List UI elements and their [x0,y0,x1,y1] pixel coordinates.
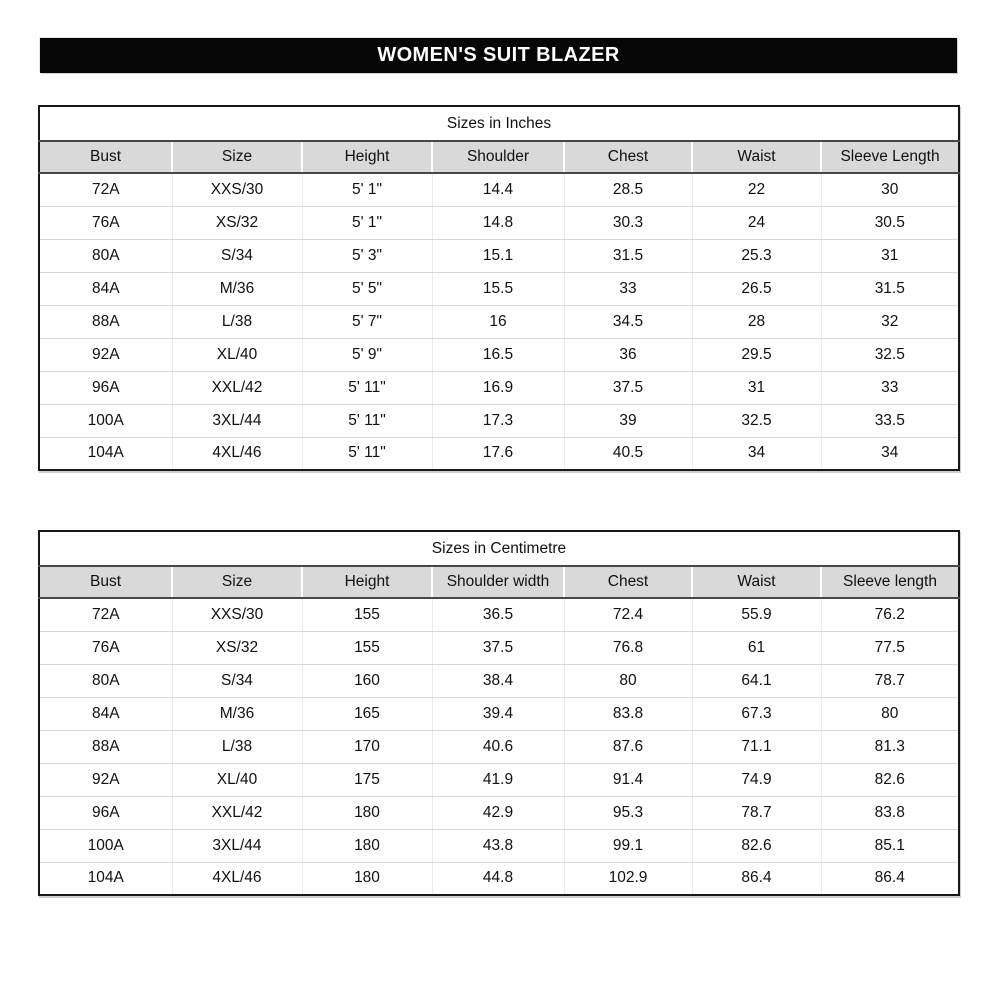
table-cell: 67.3 [692,697,821,730]
table-cell: 32.5 [821,338,959,371]
table-cell: 86.4 [821,862,959,895]
table-cell: 92A [39,338,172,371]
table-cell: 82.6 [692,829,821,862]
table-cell: 80 [564,664,692,697]
table-cell: 30.3 [564,206,692,239]
table-cell: 175 [302,763,432,796]
table-cell: 76.8 [564,631,692,664]
table-cell: 104A [39,862,172,895]
column-header: Size [172,566,302,598]
table-cell: 38.4 [432,664,564,697]
table-cell: 5' 7" [302,305,432,338]
table-cell: 87.6 [564,730,692,763]
table-cell: XL/40 [172,338,302,371]
table-cell: XS/32 [172,631,302,664]
table-cell: 25.3 [692,239,821,272]
table-cell: 30.5 [821,206,959,239]
inches-table [38,105,960,471]
table-row [39,272,959,305]
table-row [39,697,959,730]
table-cell: 41.9 [432,763,564,796]
table-cell: 4XL/46 [172,862,302,895]
column-header: Waist [692,141,821,173]
table-cell: 3XL/44 [172,404,302,437]
table-cell: 14.8 [432,206,564,239]
table-cell: 92A [39,763,172,796]
table-cell: 99.1 [564,829,692,862]
table-cell: 82.6 [821,763,959,796]
table-row [39,796,959,829]
table-row [39,206,959,239]
column-header: Chest [564,566,692,598]
table-cell: 5' 3" [302,239,432,272]
table-cell: 78.7 [821,664,959,697]
table-cell: 64.1 [692,664,821,697]
table-cell: 5' 9" [302,338,432,371]
table-cell: 61 [692,631,821,664]
table-cell: 88A [39,305,172,338]
table-cell: 33 [821,371,959,404]
table-cell: 40.5 [564,437,692,470]
table-cell: XS/32 [172,206,302,239]
table-cell: 26.5 [692,272,821,305]
table-cell: 160 [302,664,432,697]
table-row [39,862,959,895]
table-cell: XL/40 [172,763,302,796]
table-row [39,305,959,338]
table-cell: 5' 11" [302,404,432,437]
column-header: Height [302,566,432,598]
centimetre-table [38,530,960,896]
table-cell: 91.4 [564,763,692,796]
table-title-row [39,531,959,566]
table-cell: 80A [39,664,172,697]
table-cell: 76A [39,631,172,664]
table-cell: 155 [302,598,432,631]
table-cell: 72A [39,173,172,206]
table-cell: 100A [39,404,172,437]
table-cell: 102.9 [564,862,692,895]
table-cell: 39.4 [432,697,564,730]
table-cell: 74.9 [692,763,821,796]
table-header-row [39,566,959,598]
table-row [39,437,959,470]
table-cell: XXL/42 [172,796,302,829]
column-header: Shoulder width [432,566,564,598]
table-cell: 5' 11" [302,437,432,470]
table-cell: 31 [821,239,959,272]
table-cell: 33 [564,272,692,305]
table-cell: 104A [39,437,172,470]
table-cell: 42.9 [432,796,564,829]
table-cell: 15.1 [432,239,564,272]
column-header: Height [302,141,432,173]
table-cell: 30 [821,173,959,206]
table-cell: 72A [39,598,172,631]
table-cell: 17.6 [432,437,564,470]
table-body [39,598,959,895]
table-cell: 165 [302,697,432,730]
table-cell: 180 [302,829,432,862]
table-cell: 170 [302,730,432,763]
table-cell: 36 [564,338,692,371]
table-cell: 14.4 [432,173,564,206]
table-cell: 32 [821,305,959,338]
table-row [39,404,959,437]
table-cell: 16.9 [432,371,564,404]
table-cell: 78.7 [692,796,821,829]
table-cell: 16.5 [432,338,564,371]
table-cell: 100A [39,829,172,862]
table-cell: 3XL/44 [172,829,302,862]
column-header: Shoulder [432,141,564,173]
table-cell: 80A [39,239,172,272]
table-cell: 33.5 [821,404,959,437]
column-header: Sleeve Length [821,141,959,173]
table-cell: XXL/42 [172,371,302,404]
table-body [39,173,959,470]
table-cell: 180 [302,862,432,895]
product-title: WOMEN'S SUIT BLAZER [377,44,620,66]
table-row [39,829,959,862]
table-cell: 4XL/46 [172,437,302,470]
table-cell: 34 [692,437,821,470]
table-cell: 84A [39,697,172,730]
table-cell: 96A [39,796,172,829]
table-cell: L/38 [172,305,302,338]
table-cell: M/36 [172,272,302,305]
table-row [39,763,959,796]
table-cell: 39 [564,404,692,437]
table-cell: 96A [39,371,172,404]
table-title: Sizes in Centimetre [39,531,959,566]
table-cell: 37.5 [564,371,692,404]
table-cell: S/34 [172,239,302,272]
table-cell: 83.8 [564,697,692,730]
table-cell: 95.3 [564,796,692,829]
column-header: Chest [564,141,692,173]
table-title-row [39,106,959,141]
table-row [39,338,959,371]
table-cell: 15.5 [432,272,564,305]
table-cell: 155 [302,631,432,664]
table-row [39,371,959,404]
table-cell: 24 [692,206,821,239]
table-cell: 77.5 [821,631,959,664]
table-cell: 76.2 [821,598,959,631]
table-cell: 31.5 [564,239,692,272]
table-row [39,239,959,272]
table-cell: 81.3 [821,730,959,763]
table-row [39,631,959,664]
table-cell: M/36 [172,697,302,730]
table-cell: 34.5 [564,305,692,338]
table-cell: 86.4 [692,862,821,895]
table-cell: 28 [692,305,821,338]
table-cell: 29.5 [692,338,821,371]
table-row [39,598,959,631]
size-table-inches [38,105,958,471]
table-cell: 72.4 [564,598,692,631]
table-cell: 43.8 [432,829,564,862]
table-row [39,664,959,697]
table-cell: 76A [39,206,172,239]
table-title: Sizes in Inches [39,106,959,141]
table-cell: XXS/30 [172,598,302,631]
table-cell: 16 [432,305,564,338]
table-cell: 5' 1" [302,206,432,239]
table-cell: S/34 [172,664,302,697]
table-cell: 17.3 [432,404,564,437]
table-cell: 37.5 [432,631,564,664]
product-title-banner [40,38,957,73]
table-cell: 22 [692,173,821,206]
table-cell: 31 [692,371,821,404]
table-cell: 80 [821,697,959,730]
table-cell: L/38 [172,730,302,763]
table-cell: 32.5 [692,404,821,437]
table-cell: 5' 1" [302,173,432,206]
table-cell: 55.9 [692,598,821,631]
table-cell: 34 [821,437,959,470]
table-cell: 31.5 [821,272,959,305]
table-cell: 36.5 [432,598,564,631]
table-cell: XXS/30 [172,173,302,206]
table-cell: 44.8 [432,862,564,895]
column-header: Waist [692,566,821,598]
size-table-centimetre [38,530,958,896]
table-cell: 84A [39,272,172,305]
table-header-row [39,141,959,173]
table-cell: 83.8 [821,796,959,829]
column-header: Bust [39,566,172,598]
table-cell: 40.6 [432,730,564,763]
table-cell: 5' 5" [302,272,432,305]
table-row [39,173,959,206]
table-cell: 71.1 [692,730,821,763]
column-header: Bust [39,141,172,173]
column-header: Size [172,141,302,173]
table-cell: 28.5 [564,173,692,206]
table-cell: 5' 11" [302,371,432,404]
table-cell: 85.1 [821,829,959,862]
table-cell: 88A [39,730,172,763]
column-header: Sleeve length [821,566,959,598]
table-cell: 180 [302,796,432,829]
table-row [39,730,959,763]
